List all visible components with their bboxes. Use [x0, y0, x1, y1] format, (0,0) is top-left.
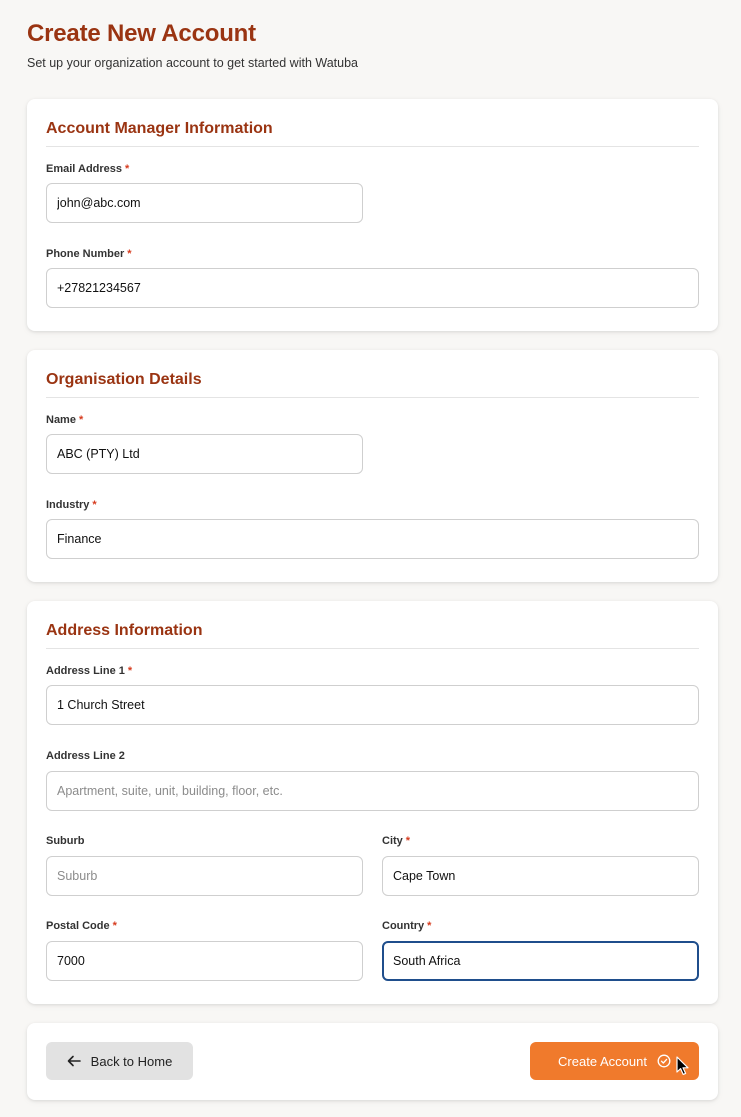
section-divider — [46, 397, 699, 398]
section-title: Account Manager Information — [46, 120, 273, 137]
required-mark: * — [427, 920, 432, 932]
actions-card — [27, 1023, 718, 1100]
address-line1-field[interactable] — [46, 685, 699, 725]
required-mark: * — [92, 499, 97, 511]
phone-label-text: Phone Number — [46, 248, 125, 260]
phone-label — [46, 248, 132, 260]
page-title: Create New Account — [27, 20, 256, 47]
name-label-text: Name — [46, 414, 76, 426]
country-field[interactable] — [382, 941, 699, 981]
postal-code-field[interactable] — [46, 941, 363, 981]
required-mark: * — [125, 163, 130, 175]
name-label — [46, 414, 83, 426]
required-mark: * — [127, 248, 132, 260]
required-mark: * — [78, 414, 84, 426]
required-mark: * — [127, 665, 133, 677]
section-title: Organisation Details — [46, 371, 202, 388]
city-label — [382, 835, 410, 847]
postal-code-label-text: Postal Code — [46, 920, 110, 932]
country-label — [382, 920, 431, 932]
back-to-home-label: Back to Home — [90, 1053, 173, 1069]
check-circle-icon — [657, 1054, 671, 1068]
city-field[interactable] — [382, 856, 699, 896]
suburb-label — [46, 835, 85, 847]
phone-field[interactable] — [46, 268, 699, 308]
arrow-left-icon — [67, 1055, 81, 1067]
address-line2-field[interactable] — [46, 771, 699, 811]
address-card — [27, 601, 718, 1004]
create-account-button[interactable] — [530, 1042, 699, 1080]
organisation-name-field[interactable] — [46, 434, 363, 474]
address-line2-label — [46, 750, 125, 762]
create-account-label: Create Account — [558, 1053, 647, 1069]
back-to-home-button[interactable] — [46, 1042, 193, 1080]
page-subtitle: Set up your organization account to get started with Watuba — [27, 56, 358, 70]
organisation-card — [27, 350, 718, 582]
section-divider — [46, 648, 699, 649]
section-title: Address Information — [46, 622, 203, 639]
email-label — [46, 163, 129, 175]
industry-label-text: Industry — [46, 499, 90, 511]
section-divider — [46, 146, 699, 147]
suburb-field[interactable] — [46, 856, 363, 896]
city-label-text: City — [382, 835, 403, 847]
industry-label — [46, 499, 97, 511]
address-line1-label — [46, 665, 132, 677]
address-line2-label-text: Address Line 2 — [46, 750, 125, 762]
mouse-pointer-icon — [676, 1056, 690, 1081]
country-label-text: Country — [382, 920, 425, 932]
email-label-text: Email Address — [46, 163, 123, 175]
industry-field[interactable] — [46, 519, 699, 559]
account-manager-card — [27, 99, 718, 331]
email-field[interactable] — [46, 183, 363, 223]
required-mark: * — [405, 835, 411, 847]
required-mark: * — [112, 920, 117, 932]
address-line1-label-text: Address Line 1 — [46, 665, 125, 677]
postal-code-label — [46, 920, 117, 932]
suburb-label-text: Suburb — [46, 835, 85, 847]
